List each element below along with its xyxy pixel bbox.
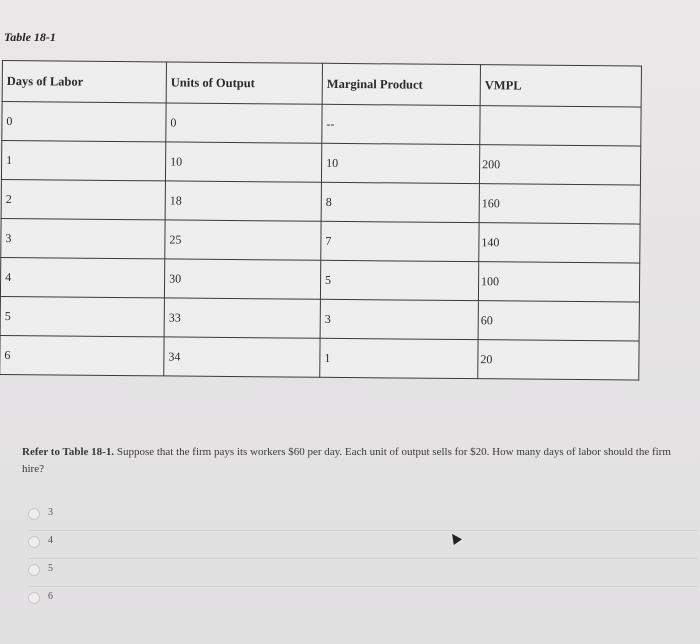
table-row [1,141,640,186]
cell-days: 0 [2,102,166,142]
cell-days: 4 [0,257,164,297]
radio-button[interactable] [28,536,40,548]
cell-marginal-product: 8 [321,182,479,222]
cell-vmpl: 100 [478,262,639,302]
cell-marginal-product: 3 [320,299,478,339]
data-table-container [0,60,642,381]
table-caption: Table 18-1 [4,30,56,44]
radio-button[interactable] [28,564,40,576]
table-row [0,257,639,302]
cell-days: 5 [0,296,164,336]
question-text [22,444,692,478]
cell-vmpl: 160 [479,184,640,224]
cell-marginal-product: -- [322,104,480,144]
cell-output: 34 [164,337,320,377]
option-label: 6 [48,591,53,602]
header-vmpl: VMPL [480,65,641,107]
radio-button[interactable] [28,592,40,604]
table-row [0,296,639,341]
option-label: 4 [48,535,53,546]
cell-output: 33 [164,298,320,338]
cell-days: 1 [1,141,165,181]
cell-marginal-product: 1 [320,338,478,378]
cell-marginal-product: 5 [320,260,478,300]
radio-button[interactable] [28,508,40,520]
header-marginal-product: Marginal Product [322,63,480,105]
table-row [1,218,640,263]
cell-output: 25 [165,220,321,260]
cell-days: 2 [1,179,165,219]
answer-option[interactable] [28,530,698,558]
labor-table [0,60,642,381]
cell-days: 6 [0,335,164,375]
table-row [2,102,641,147]
cell-vmpl: 60 [478,301,639,341]
cell-vmpl: 140 [479,223,640,263]
cell-output: 30 [164,259,320,299]
cell-output: 18 [165,181,321,221]
answer-option[interactable] [28,503,698,530]
question-body: Suppose that the firm pays its workers $60 per day. Each unit of output sells for $20. How many days of labor should the firm hire? [22,446,671,475]
cell-marginal-product: 10 [321,143,479,183]
cell-output: 0 [166,103,322,143]
option-label: 5 [48,563,53,574]
table-row [1,179,640,224]
table-header-row [2,61,641,108]
cell-output: 10 [165,142,321,182]
cell-vmpl: 20 [478,340,639,380]
answer-options [28,503,698,614]
header-units-of-output: Units of Output [166,62,322,104]
answer-option[interactable] [28,586,698,614]
question-ref: Refer to Table 18-1. [22,446,115,458]
cell-vmpl [480,106,641,146]
cell-marginal-product: 7 [321,221,479,261]
option-label: 3 [48,507,53,518]
cell-vmpl: 200 [479,145,640,185]
cell-days: 3 [1,218,165,258]
table-row [0,335,639,380]
header-days-of-labor: Days of Labor [2,61,166,103]
answer-option[interactable] [28,558,698,586]
